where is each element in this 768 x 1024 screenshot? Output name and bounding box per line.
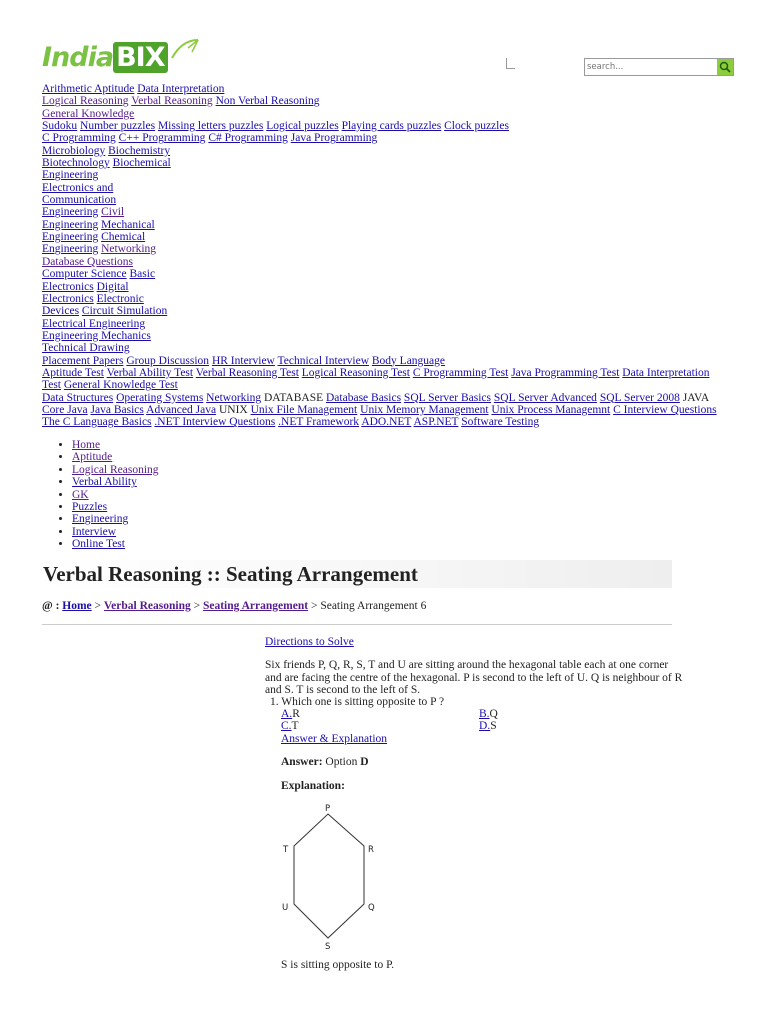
divider — [42, 624, 672, 625]
nav-link[interactable]: Logical puzzles — [266, 120, 339, 133]
option-d — [479, 720, 497, 732]
nav-link[interactable]: Biochemistry — [108, 144, 171, 157]
nav-link[interactable]: Networking — [206, 391, 262, 404]
search-box — [584, 58, 734, 76]
nav-link[interactable]: Java Programming Test — [511, 366, 620, 379]
nav-link[interactable]: ASP.NET — [413, 416, 459, 429]
nav-link[interactable]: Advanced Java — [146, 403, 217, 416]
nav-link[interactable]: .NET Framework — [278, 416, 360, 429]
nav-link[interactable]: Engineering — [42, 218, 99, 231]
nav-link[interactable]: SQL Server Basics — [403, 391, 492, 404]
nav-link[interactable]: Mechanical — [101, 218, 155, 231]
nav-row — [42, 145, 742, 157]
search-input[interactable] — [587, 60, 713, 73]
menu-link[interactable]: Puzzles — [72, 501, 108, 514]
nav-link[interactable]: Java Basics — [90, 403, 144, 416]
nav-link[interactable]: Java Programming — [290, 132, 378, 145]
nav-link[interactable]: Circuit Simulation — [81, 305, 168, 318]
nav-row — [42, 367, 742, 379]
nav-link[interactable]: Database Basics — [326, 391, 402, 404]
question-passage: Six friends P, Q, R, S, T and U are sitting around the hexagonal table each at one corner and are facing the centre of the hexagonal. P is second to the left of U. Q is neighbour of R and S. T is second to the left of S. — [265, 659, 683, 696]
nav-link[interactable]: Body Language — [371, 354, 446, 367]
nav-link[interactable]: Engineering — [42, 169, 99, 182]
seat-label-r: R — [368, 845, 374, 855]
nav-row — [42, 355, 742, 367]
seat-label-q: Q — [368, 903, 375, 913]
nav-link[interactable]: Electronics — [42, 292, 94, 305]
hexagon-shape — [294, 814, 364, 938]
nav-link[interactable]: Biotechnology — [42, 157, 110, 170]
nav-link[interactable]: Electrical Engineering — [42, 317, 146, 330]
main-menu — [42, 439, 159, 551]
nav-row — [42, 268, 742, 280]
option-d-value: S — [490, 720, 497, 732]
nav-link[interactable]: Devices — [42, 305, 80, 318]
menu-link[interactable]: Online Test — [72, 538, 125, 551]
nav-link[interactable]: Software Testing — [461, 416, 540, 429]
nav-category-label: DATABASE — [263, 391, 324, 404]
nav-link[interactable]: ADO.NET — [361, 416, 412, 429]
answer-line — [281, 756, 369, 768]
nav-category-label: JAVA — [682, 391, 710, 404]
answer-value: D — [360, 756, 369, 768]
answer-label: Answer: — [281, 756, 323, 768]
nav-link[interactable]: Technical Interview — [277, 354, 369, 367]
nav-link[interactable]: Microbiology — [42, 144, 106, 157]
breadcrumb-home-link[interactable]: Home — [62, 600, 92, 612]
menu-link[interactable]: Home — [72, 439, 101, 451]
seat-label-s: S — [325, 942, 331, 952]
question-text: 1. Which one is sitting opposite to P ? — [270, 696, 445, 708]
menu-link[interactable]: Logical Reasoning — [72, 463, 159, 476]
nav-link[interactable]: Aptitude Test — [42, 366, 104, 379]
nav-link[interactable]: Engineering — [42, 231, 99, 244]
nav-row — [42, 392, 742, 404]
search-button[interactable] — [717, 59, 733, 75]
nav-row — [42, 416, 742, 428]
nav-link[interactable]: Operating Systems — [116, 391, 204, 404]
option-b — [479, 708, 498, 720]
nav-link[interactable]: Technical Drawing — [42, 342, 130, 355]
nav-link[interactable]: Computer Science — [42, 268, 127, 281]
nav-link[interactable]: Placement Papers — [42, 354, 124, 367]
nav-row — [42, 231, 742, 243]
nav-link[interactable]: Arithmetic Aptitude — [42, 83, 135, 95]
nav-category-label: UNIX — [218, 403, 248, 416]
nav-row — [42, 281, 742, 293]
option-c-value: T — [291, 720, 299, 732]
nav-row — [42, 379, 742, 391]
nav-link[interactable]: Digital — [96, 280, 129, 293]
nav-row — [42, 342, 742, 354]
nav-link[interactable]: General Knowledge — [42, 107, 135, 120]
nav-link[interactable]: Verbal Ability Test — [106, 366, 194, 379]
nav-row — [42, 404, 742, 416]
nav-row — [42, 157, 742, 169]
nav-row — [42, 330, 742, 342]
nav-link[interactable]: Test — [42, 379, 61, 392]
menu-link[interactable]: Engineering — [72, 513, 129, 526]
nav-link[interactable]: Verbal Reasoning Test — [195, 366, 299, 379]
nav-row — [42, 305, 742, 317]
option-d-link[interactable]: D. — [479, 720, 491, 732]
menu-item — [72, 538, 159, 550]
option-a-link[interactable]: A. — [281, 708, 293, 720]
explanation-label: Explanation: — [281, 780, 345, 792]
breadcrumb-prefix: @ : — [42, 600, 60, 612]
search-icon — [717, 59, 733, 75]
page-title: Verbal Reasoning :: Seating Arrangement — [43, 562, 418, 586]
nav-link[interactable]: Engineering Mechanics — [42, 329, 151, 342]
hexagon-seating-diagram — [278, 800, 378, 952]
answer-explanation-link[interactable]: Answer & Explanation — [281, 733, 388, 745]
menu-link[interactable]: GK — [72, 488, 89, 501]
nav-link[interactable]: Playing cards puzzles — [341, 120, 442, 133]
logo-india-text: India — [42, 42, 114, 73]
answer-text: Option — [325, 756, 358, 768]
directions-link[interactable]: Directions to Solve — [265, 636, 354, 648]
nav-link[interactable]: C Programming Test — [412, 366, 509, 379]
nav-link[interactable]: Sudoku — [42, 120, 78, 133]
nav-row — [42, 132, 742, 144]
menu-item — [72, 526, 159, 538]
menu-item — [72, 501, 159, 513]
nav-link[interactable]: SQL Server Advanced — [493, 391, 597, 404]
nav-row — [42, 182, 742, 194]
breadcrumb-topic-link[interactable]: Seating Arrangement — [202, 600, 309, 612]
nav-link[interactable]: HR Interview — [211, 354, 275, 367]
breadcrumb-current: Seating Arrangement 6 — [320, 600, 427, 612]
nav-row — [42, 169, 742, 181]
nav-link[interactable]: Communication — [42, 194, 117, 207]
nav-row — [42, 95, 742, 107]
nav-link[interactable]: Civil — [101, 206, 125, 219]
menu-link[interactable]: Interview — [72, 525, 117, 538]
option-b-value: Q — [489, 708, 498, 720]
nav-link[interactable]: Verbal Reasoning — [131, 95, 213, 108]
nav-row — [42, 318, 742, 330]
breadcrumb — [42, 600, 426, 612]
option-a-value: R — [292, 708, 300, 720]
indiabix-logo[interactable] — [42, 42, 202, 82]
nav-link[interactable]: Electronics — [42, 280, 94, 293]
nav-link[interactable]: Engineering — [42, 243, 99, 256]
broken-image-icon — [506, 58, 515, 69]
nav-link[interactable]: Unix File Management — [250, 403, 358, 416]
logo-swoosh-icon — [170, 38, 200, 60]
nav-link[interactable]: Unix Memory Management — [360, 403, 489, 416]
nav-link[interactable]: Data Interpretation — [622, 366, 710, 379]
nav-link[interactable]: Logical Reasoning — [42, 95, 129, 108]
nav-link[interactable]: C Programming — [42, 132, 116, 145]
nav-link[interactable]: Group Discussion — [126, 354, 210, 367]
nav-link[interactable]: SQL Server 2008 — [599, 391, 680, 404]
menu-item — [72, 489, 159, 501]
option-c — [281, 720, 299, 732]
nav-row — [42, 219, 742, 231]
logo-bix-text: BIX — [113, 42, 167, 73]
category-link-list — [42, 83, 742, 429]
nav-row — [42, 120, 742, 132]
nav-link[interactable]: Data Interpretation — [137, 83, 225, 95]
nav-link[interactable]: C++ Programming — [118, 132, 206, 145]
breadcrumb-separator: > — [94, 600, 102, 612]
option-a — [281, 708, 300, 720]
nav-link[interactable]: Core Java — [42, 403, 88, 416]
menu-link[interactable]: Aptitude — [72, 451, 113, 464]
nav-link[interactable]: Electronics and — [42, 181, 114, 194]
nav-link[interactable]: Non Verbal Reasoning — [215, 95, 320, 108]
nav-link[interactable]: Data Structures — [42, 391, 114, 404]
nav-link[interactable]: Electronic — [96, 292, 144, 305]
menu-item — [72, 439, 159, 451]
nav-link[interactable]: Networking — [101, 243, 157, 256]
nav-row — [42, 256, 742, 268]
nav-link[interactable]: Database Questions — [42, 255, 134, 268]
nav-link[interactable]: Number puzzles — [80, 120, 156, 133]
logo-wordmark — [42, 42, 168, 73]
nav-row — [42, 194, 742, 206]
nav-link[interactable]: Clock puzzles — [444, 120, 509, 133]
nav-link[interactable]: Missing letters puzzles — [157, 120, 264, 133]
menu-item — [72, 476, 159, 488]
nav-row — [42, 83, 742, 95]
nav-link[interactable]: Unix Process Managemnt — [491, 403, 611, 416]
nav-link[interactable]: Basic — [129, 268, 156, 281]
seat-label-p: P — [325, 804, 331, 814]
nav-row — [42, 243, 742, 255]
option-b-link[interactable]: B. — [479, 708, 490, 720]
menu-link[interactable]: Verbal Ability — [72, 476, 137, 489]
nav-link[interactable]: General Knowledge Test — [63, 379, 178, 392]
seat-label-u: U — [282, 903, 289, 913]
nav-link[interactable]: Chemical — [101, 231, 146, 244]
breadcrumb-section-link[interactable]: Verbal Reasoning — [103, 600, 191, 612]
nav-row — [42, 293, 742, 305]
option-c-link[interactable]: C. — [281, 720, 292, 732]
menu-item — [72, 464, 159, 476]
menu-item — [72, 513, 159, 525]
nav-link[interactable]: The C Language Basics — [42, 416, 152, 429]
nav-link[interactable]: .NET Interview Questions — [154, 416, 276, 429]
nav-row — [42, 206, 742, 218]
nav-link[interactable]: C Interview Questions — [613, 403, 717, 416]
breadcrumb-separator: > — [193, 600, 201, 612]
nav-row — [42, 108, 742, 120]
breadcrumb-separator: > — [310, 600, 318, 612]
nav-link[interactable]: C# Programming — [208, 132, 288, 145]
explanation-conclusion: S is sitting opposite to P. — [281, 959, 395, 971]
menu-item — [72, 451, 159, 463]
nav-link[interactable]: Biochemical — [112, 157, 171, 170]
seat-label-t: T — [283, 845, 289, 855]
nav-link[interactable]: Logical Reasoning Test — [301, 366, 410, 379]
nav-link[interactable]: Engineering — [42, 206, 99, 219]
